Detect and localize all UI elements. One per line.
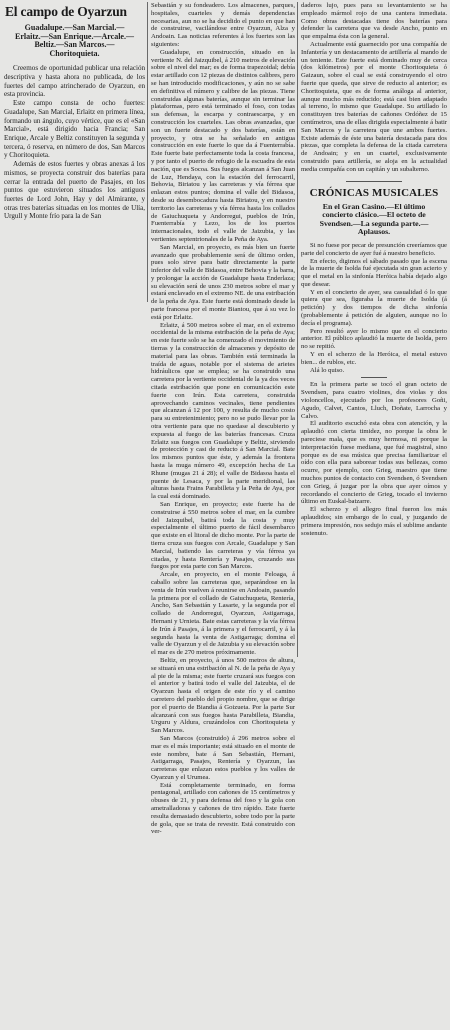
column-rule bbox=[147, 2, 148, 302]
article-paragraph: Beltiz, en proyecto, á unos 500 metros de altura, se situará en una estribación al N. de la peña de Aya y al pie de la misma; este fuerte cruzará sus fuegos con el anterior y batirá todo el valle del Jaizubia, el de Oyarzun hasta el origen de este río y el camino carretero del pueblo del propio nombre, que se dirige por el puerto de Biandia á Goizueta. Por la parte Sur alcanzará con sus fuegos hasta Parabilleta, Biandia, Urguru y Aldura, cruzándolos con Choritoquieta y San Marcos. bbox=[151, 656, 295, 735]
music-paragraph: En la primera parte se tocó el gran octeto de Svendsen, para cuatro violines, dos violas y dos violoncellos, ejecutado por los profesores Goñi, Agudo, Calvet, Cantos, Lluch, Doñate, Larrocha y Calvo. bbox=[301, 381, 447, 420]
music-paragraph: En efecto, digimos el sábado pasado que la escena de la muerte de Isolda fué ejecutada sin gran acierto y que el metal en la sinfonía Heróica había dejado algo que desear. bbox=[301, 257, 447, 288]
article-paragraph: daderos lujo, pues para su levantamiento se ha empleado mármol rojo de una cantera inmediata. Como obras destacadas tiene dos baterías para defender la carretera que va desde Ancho, punto en que empalma ésta con la general. bbox=[301, 2, 447, 41]
article-subheadline: Guadalupe.—San Marcial.—Erlaitz.—San Enrique.—Arcale.—Beltiz.—San Marcos.—Choritoquieta. bbox=[15, 23, 134, 58]
music-paragraph: El auditorio escuchó esta obra con atención, y la aplaudió con cierta timidez, no porque la obra le pareciese mala, que es muy hermosa, ni porque la interpretación fuese mediana, que fué magistral, sino porque es de esa música que precisa familiarizar el oído con ella para saborear todas sus bellezas, como ocurre, por ejemplo, con Grieg, maestro que tiene muchos puntos de contacto con Svendsen, ó Svendsen con Grieg, á juzgar por la obra que ayer oímos y recordando el concierto de Grieg, tocado el invierno último en Euskal-batzarre. bbox=[301, 420, 447, 506]
article-paragraph: San Marcos (construido) á 296 metros sobre el mar es el más importante; está situado en el monte de este nombre, bate á San Sebastián, Hernani, Astigarraga, Pasajes, Rentería y Oyarzun, las carreteras que enlazan estos pueblos y los valles de Oyarzun y el Urumea. bbox=[151, 734, 295, 781]
article-paragraph: Está completamente terminado, en forma pentagonal, artillado con cañones de 15 centímetros y obuses de 21, y para defensa del foso y la gola con ametralladoras y cañones de tiro rápido. Este fuerte resulta demasiado descubierto, sobre todo por la parte de gola, que se trata de revestir. Está construido con ver- bbox=[151, 781, 295, 836]
column-rule bbox=[297, 2, 298, 657]
music-paragraph: Pero resultó ayer lo mismo que en el concierto anterior. El público aplaudió la muerte de Isolda, pero no se repitió. bbox=[301, 327, 447, 351]
article-paragraph: Creemos de oportunidad publicar una relación descriptiva y hasta ahora no publicada, de los fuertes del campo atrincherado de Oyarzun, en esta provincia. bbox=[4, 64, 145, 99]
music-section-title: CRÓNICAS MUSICALES bbox=[309, 186, 439, 199]
article-headline: El campo de Oyarzun bbox=[5, 4, 127, 19]
music-paragraph: Alá lo quiso. bbox=[310, 366, 345, 374]
music-paragraph: El scherzo y el allegro final fueron los más aplaudidos; sin embargo de lo cual, y juzgando de primera impresión, nos sedujo más el sublime andante sostenuto. bbox=[301, 506, 447, 537]
music-paragraph: Y en el concierto de ayer, sea casualidad ó lo que quiera que sea, figuraba la muerte de Isolda (á petición) y dos tiempos de dicha sinfonía (probablemente á petición de alguien, aunque no lo decía el programa). bbox=[301, 288, 447, 327]
article-paragraph: Además de estos fuertes y obras anexas á los mismos, se proyecta construir dos baterías para cerrar la entrada del puerto de Pasajes, en los puntos que estuvieron situados los antiguos fuertes de Lord John, Hay y del Almirante, y otras tres baterías situadas en los montes de Ulía, Urgull y Monte frío para la de San bbox=[4, 160, 145, 221]
section-divider bbox=[346, 181, 402, 182]
article-paragraph: Erlaitz, á 500 metros sobre el mar, en el extremo occidental de la misma estribación de la peña de Aya; en este fuerte solo se ha comenzado el movimiento de tierras y la construcción de almacenes y depósito de material para las obras. También está terminada la traída de aguas, notable por el sistema de arietes hidráulicos que se emplea; se ha construido una carretera por la vertiente occidental de la ya dos veces citada estribación que pone en comunicación este fuerte con Irún. Esta carretera, construida aprovechando caminos vecinales, tiene pendientes que alcanzan á 12 por 100, y resulta de mucho costo para su entretenimiento; pero no se pudo llevar por la otra vertiente para que no quedase al descubierto y expuesta al fuego de las baterías francesas. Cruza Erlaitz sus fuegos con Guadalupe y Beltiz, sirviendo de protección y casi de reducto á San Marcial. Bate los mismos puntos que éste, y además la frontera hasta la muga número 49, excepción hecha de La Rhune (mugas 21 á 28); el valle de Bidasoa hasta el puente de Lesaca, y por la parte meridional, las alturas hasta Frains Parabilleta y la Peña de Aya, por la cual está dominado. bbox=[151, 321, 295, 501]
article-paragraph: Actualmente está guarnecido por una compañía de Infantería y un destacamento de artillería al mando de un teniente. Este fuerte está dominado muy de cerca (dos kilómetros) por el monte Choritoquieta ó Gaizaun, sobre el cual se está construyendo el otro fuerte que queda, que sirve de reducto al anterior; es Choritoquieta, que es de forma análoga al anterior, aunque mucho más reducido; está casi bien adaptado al terreno, lo mismo que Guadalupe. Su artillado lo constituyen tres baterías de cañones Ordóñez de 15 centímetros, una de ellas dirigida especialmente á batir San Marcos y la carretera que une ambos fuertes. Existe además de éste una batería destacada para dos piezas, que completa la defensa de la citada carretera de Andoain; y en un cuartel, exclusivamente construido para artillería, se aloja en la actualidad media compañía con un capitán y un subalterno. bbox=[301, 40, 447, 173]
music-paragraph: Si no fuese por pecar de presunción creeríamos que parte del concierto de ayer fué á nuestro beneficio. bbox=[301, 241, 447, 257]
article-paragraph: San Marcial, en proyecto, es más bien un fuerte avanzado que probablemente será de último orden, pues solo sirve para batir directamente la parte inferior del valle de Bidasoa, entre Behovia y la barra, y prolongar la acción de Guadalupe hasta Enderlaza; su elevación será de unos 230 metros sobre el mar y estará enclavado en el extremo NE. de una estribación de la peña de Aya. Este fuerte está dominado desde la parte francesa por el monte Biantou, que á su vez lo está por Erlaitz. bbox=[151, 243, 295, 321]
music-subheadline: En el Gran Casino.—El último concierto clásico.—El octeto de Svendsen.—La segunda parte.—Aplausos. bbox=[319, 201, 429, 237]
paragraph-break-rule bbox=[361, 377, 387, 378]
article-paragraph: Guadalupe, en construcción, situado en la vertiente N. del Jaizquibel, á 210 metros de elevación sobre el nivel del mar; es de forma trapezoidal; debía estar artillado con 12 piezas de distintos calibres, pero se han introducido modificaciones, y aún no se sabe en definitiva el número y calibre de las piezas. Tiene construidas algunas baterías, aunque sin terminar las plataformas, pero está terminado el foso, con todas sus defensas, la escarpa y contraescarpa, y en construcción los cuarteles. Las obras avanzadas, que son un fuerte destacado y dos baterías, están en proyecto, y otra se ha señalado en antigua construcción en este fuerte lo que da á Fuenterrabía. Este fuerte bate perfectamente toda la costa francesa, y por tanto el puerto de refugio de la escuadra de esta nación, que es Socoa. Sus fuegos alcanzan á San Juan de Luz, Hendaya, con la estación del ferrocarril, Behovia, Biriatou y las carreteras y vía férrea que enlazan estos puntos; domina el valle del Bidasoa, desde su desembocadura hasta Biriatou, y en nuestro territorio las carreteras y vía férrea hasta los collados de Gaiuchuqueta y Andorregui, pueblos de Irún, Fuenterrabía y Lezo, los de los puertos internacionales, todo el valle de Jaizubia, y las vertientes septentrionales de la Peña de Aya. bbox=[151, 48, 295, 243]
article-paragraph: San Enrique, en proyecto; este fuerte ha de construirse á 550 metros sobre el mar, en la cumbre del Jaizquibel, batirá toda la costa y muy especialmente el último puerto de fácil desembarco que existe en el litoral de dicho monte. Por la parte de tierra cruza sus fuegos con Arcale, Guadalupe y San Marcial, batiendo las carreteras y vía férrea ya citadas, y hasta Rentería y Pasajes, cruzando sus fuegos por esta parte con San Marcos. bbox=[151, 501, 295, 571]
article-paragraph: Este campo consta de ocho fuertes: Guadalupe, San Marcial, Erlaitz en primera línea, formando un ángulo, cuyo vértice, que es el «San Marcial», está dirigido hacia Francia; San Enrique, Arcale y Beltiz constituyen la segunda y tercera, ó reserva, en número de dos, San Marcos y Choritoquieta. bbox=[4, 99, 145, 160]
article-paragraph: Arcale, en proyecto, en el monte Feloaga, á caballo sobre las carreteras que, separándose en la venta de Irún vuelven á reunirse en Andoain, pasando la primera por el collado de Gaiuchuqueta, Rentería, Ancho, San Sebastián y Lasarte, y la segunda por el collado de Andorregui, Oyarzun, Astigarraga, Hernani y Urnieta. Bate estas carreteras y la vía férrea de Irún á Pasajes, á la primera y el ferrocarril, y á la segunda hasta la venta de Astigarraga; domina el valle de Oyarzun y el de Jaizubia y su elevación sobre el mar es de 270 metros próximamente. bbox=[151, 571, 295, 657]
article-column-1 bbox=[4, 2, 145, 221]
article-column-3 bbox=[301, 2, 447, 1028]
article-paragraph: Sebastián y su fondeadero. Los almacenes, parques, hospitales, cuarteles y demás dependencias necesarias, aun no se ha decidido el punto en que han de construirse, vacilándose entre Oyarzun, Alza y Andoain. Las noticias referentes á los fuertes son las siguientes: bbox=[151, 2, 295, 48]
music-paragraph: Y en el scherzo de la Heróica, el metal estuvo bien... de rublos, etc. bbox=[301, 351, 447, 366]
article-column-2 bbox=[151, 2, 295, 1028]
